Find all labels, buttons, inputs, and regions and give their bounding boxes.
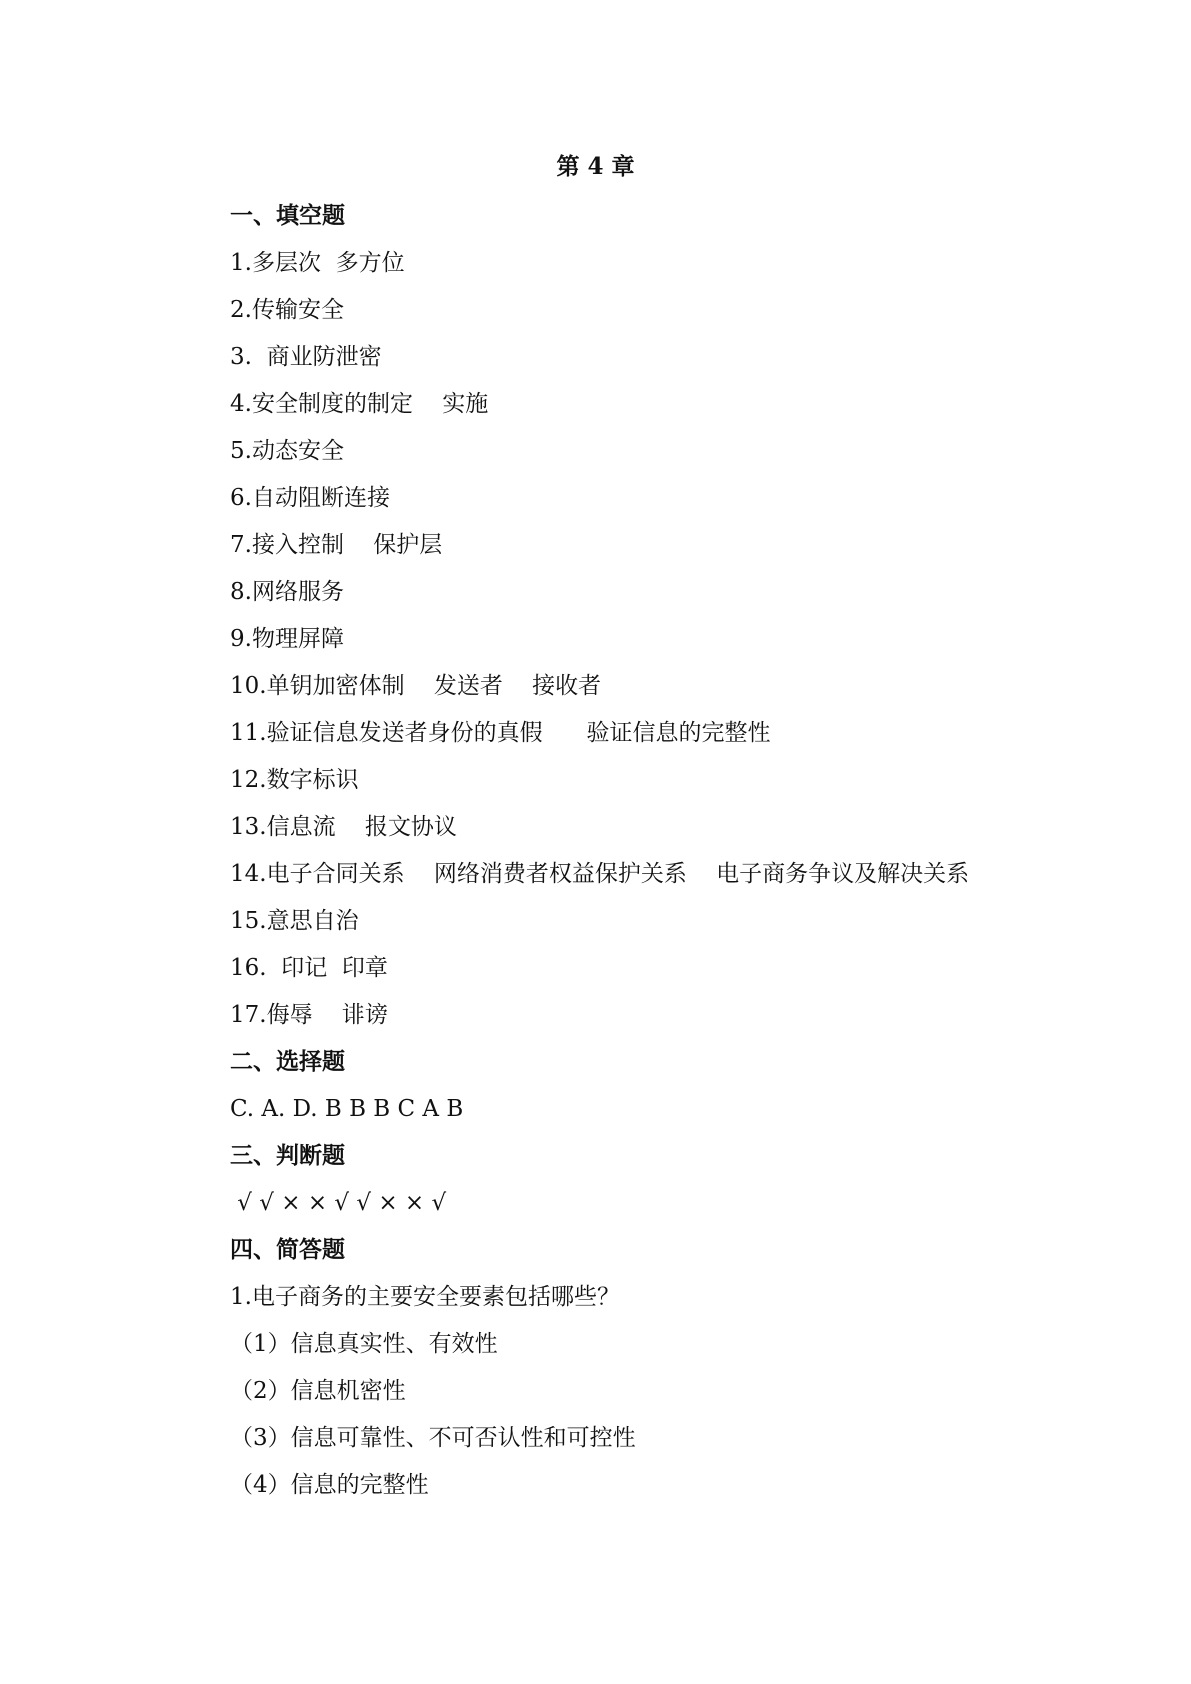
chapter-title: 第 4 章 — [556, 153, 635, 180]
section-heading-fill-blank: 一、填空题 — [230, 202, 345, 229]
fill-blank-item: 16. 印记 印章 — [230, 955, 388, 981]
short-answer-point: （2）信息机密性 — [230, 1378, 406, 1404]
fill-blank-item: 12.数字标识 — [230, 767, 359, 793]
section-heading-choice: 二、选择题 — [230, 1048, 345, 1075]
section-heading-judge: 三、判断题 — [230, 1142, 345, 1169]
fill-blank-item: 15.意思自治 — [230, 908, 359, 934]
short-answer-point: （3）信息可靠性、不可否认性和可控性 — [230, 1425, 636, 1451]
short-answer-question: 1.电子商务的主要安全要素包括哪些？ — [230, 1284, 620, 1310]
fill-blank-item: 1.多层次 多方位 — [230, 250, 405, 276]
judge-answers: √ √ × × √ √ × × √ — [230, 1190, 447, 1216]
fill-blank-item: 5.动态安全 — [230, 438, 344, 464]
short-answer-point: （1）信息真实性、有效性 — [230, 1331, 498, 1357]
fill-blank-item: 10.单钥加密体制 发送者 接收者 — [230, 673, 602, 699]
fill-blank-item: 13.信息流 报文协议 — [230, 814, 457, 840]
fill-blank-item: 6.自动阻断连接 — [230, 485, 390, 511]
fill-blank-item: 4.安全制度的制定 实施 — [230, 391, 489, 417]
fill-blank-item: 3. 商业防泄密 — [230, 344, 382, 370]
fill-blank-item: 7.接入控制 保护层 — [230, 532, 443, 558]
fill-blank-item: 11.验证信息发送者身份的真假 验证信息的完整性 — [230, 720, 771, 746]
answer-content — [230, 199, 1130, 1515]
choice-answers: C. A. D. B B B C A B — [230, 1096, 464, 1122]
fill-blank-item: 17.侮辱 诽谤 — [230, 1002, 388, 1028]
short-answer-point: （4）信息的完整性 — [230, 1472, 429, 1498]
fill-blank-item: 2.传输安全 — [230, 297, 344, 323]
section-heading-short-answer: 四、简答题 — [230, 1236, 345, 1263]
fill-blank-item: 8.网络服务 — [230, 579, 344, 605]
fill-blank-item: 14.电子合同关系 网络消费者权益保护关系 电子商务争议及解决关系 — [230, 861, 970, 887]
fill-blank-item: 9.物理屏障 — [230, 626, 344, 652]
